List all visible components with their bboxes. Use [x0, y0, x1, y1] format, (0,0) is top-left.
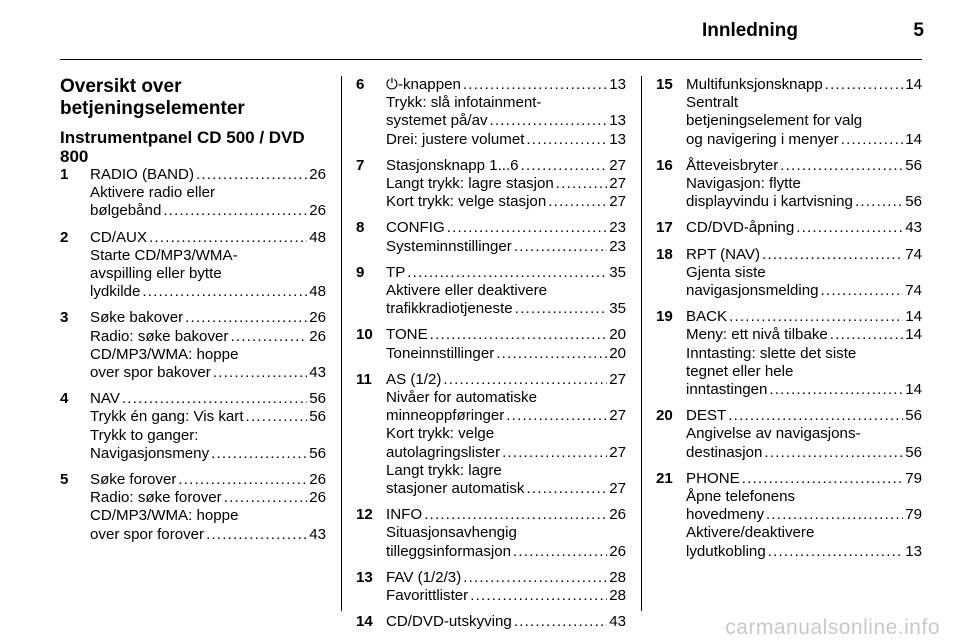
dot-leader [463, 76, 607, 94]
entry-text: DEST [686, 407, 727, 425]
control-entry [656, 470, 922, 561]
page-reference: 43 [609, 613, 626, 631]
dot-leader [224, 489, 308, 507]
page-reference: 14 [905, 308, 922, 326]
entry-text: betjeningselement for valg [686, 112, 863, 130]
entry-text: INFO [386, 506, 423, 524]
control-entry [60, 390, 326, 463]
index-line-with-page [386, 76, 626, 94]
dot-leader [780, 157, 903, 175]
dot-leader [548, 193, 607, 211]
dot-leader [506, 407, 607, 425]
dot-leader [769, 381, 903, 399]
index-line-with-page [386, 506, 626, 524]
index-line [90, 507, 326, 525]
entry-text: Stasjonsknapp 1...6 [386, 156, 519, 174]
entry-text: Åtteveisbryter [686, 156, 779, 174]
index-line-with-page [386, 444, 626, 462]
control-entry [656, 308, 922, 399]
entry-text: FAV (1/2/3) [386, 568, 462, 586]
control-entry [356, 76, 626, 149]
entry-text: CD/DVD-åpning [686, 219, 795, 237]
entry-text: Aktivere radio eller [90, 184, 215, 202]
entry-text: AS (1/2) [386, 370, 442, 388]
page-reference: 79 [905, 506, 922, 524]
control-entry [356, 569, 626, 605]
entry-text: Åpne telefonens [686, 488, 796, 506]
page-reference: 13 [609, 130, 626, 148]
page-header-title: Innledning [701, 20, 798, 41]
page-reference: 56 [905, 156, 922, 174]
index-line-with-page [686, 76, 922, 94]
index-line [386, 282, 626, 300]
index-line [686, 488, 922, 506]
index-line-with-page [686, 444, 922, 462]
page-reference: 14 [905, 76, 922, 93]
index-line-with-page [90, 283, 326, 301]
page-reference: 23 [609, 237, 626, 255]
index-line [686, 264, 922, 282]
control-entry [656, 157, 922, 212]
page-reference: 26 [309, 166, 326, 183]
index-line-with-page [90, 471, 326, 489]
index-line [686, 425, 922, 443]
page-reference: 35 [609, 300, 626, 318]
index-line-with-page [686, 326, 922, 344]
page-reference: 14 [905, 130, 922, 148]
page-reference: 20 [609, 344, 626, 362]
entry-text: Søke forover [90, 471, 177, 489]
entry-text: lydutkobling [686, 542, 766, 560]
index-line-with-page [386, 300, 626, 318]
entry-text: trafikkradiotjeneste [386, 300, 513, 318]
page-number: 5 [913, 20, 924, 41]
index-line [386, 389, 626, 407]
dot-leader [463, 569, 607, 587]
index-line [90, 184, 326, 202]
entry-text: PHONE [686, 469, 740, 487]
dot-leader [496, 345, 607, 363]
column-divider-2 [641, 76, 642, 611]
control-number: 2 [60, 228, 69, 246]
dot-leader [490, 112, 608, 130]
control-number: 17 [656, 219, 673, 237]
entry-text: BACK [686, 308, 728, 326]
entry-text: Angivelse av navigasjons- [686, 425, 861, 443]
page-reference: 13 [905, 542, 922, 560]
dot-leader [764, 444, 903, 462]
column-1 [60, 76, 326, 544]
entry-text: bølgebånd [90, 202, 162, 220]
entry-text: Inntasting: slette det siste [686, 344, 857, 362]
index-line-with-page [386, 587, 626, 605]
dot-leader [556, 175, 607, 193]
entry-text: Meny: ett nivå tilbake [686, 326, 828, 344]
control-number: 3 [60, 309, 69, 327]
entry-text: Situasjonsavhengig [386, 524, 517, 542]
index-line-with-page [90, 489, 326, 507]
dot-leader [211, 445, 307, 463]
watermark: carmanualsonline.info [725, 616, 940, 639]
dot-leader [470, 587, 607, 605]
entry-text: Gjenta siste [686, 263, 766, 281]
header-divider [60, 59, 922, 60]
entry-text: Navigasjon: flytte [686, 175, 801, 193]
index-line-with-page [90, 390, 326, 408]
column-2 [356, 76, 626, 631]
page-reference: 27 [609, 370, 626, 388]
dot-leader [514, 238, 607, 256]
control-entry [656, 407, 922, 462]
dot-leader [526, 131, 607, 149]
page-reference: 56 [905, 407, 922, 425]
dot-leader [163, 202, 307, 220]
control-entry [356, 613, 626, 631]
entry-text: over spor bakover [90, 364, 211, 382]
entry-text: TONE [386, 326, 428, 344]
dot-leader [213, 364, 307, 382]
control-number: 19 [656, 308, 673, 326]
dot-leader [122, 390, 307, 408]
index-line [90, 427, 326, 445]
control-entry [60, 166, 326, 221]
entry-text: tegnet eller hele [686, 362, 794, 380]
dot-leader [230, 328, 307, 346]
dot-leader [196, 166, 307, 184]
index-line-with-page [386, 407, 626, 425]
dot-leader [825, 76, 903, 94]
page-reference: 13 [609, 76, 626, 93]
dot-leader [447, 219, 608, 237]
control-number: 6 [356, 76, 365, 93]
entry-text: og navigering i menyer [686, 130, 839, 148]
entry-text: Starte CD/MP3/WMA- [90, 246, 238, 264]
entry-text: Multifunksjonsknapp [686, 76, 823, 93]
entry-text: Kort trykk: velge [386, 425, 495, 443]
entry-text: Trykk én gang: Vis kart [90, 408, 244, 426]
entry-text: tilleggsinformasjon [386, 542, 512, 560]
index-line-with-page [90, 364, 326, 382]
entry-text: Aktivere/deaktivere [686, 524, 815, 542]
page-reference: 26 [309, 202, 326, 220]
entry-text: Drei: justere volumet [386, 130, 525, 148]
index-line-with-page [386, 157, 626, 175]
page-reference: 28 [609, 587, 626, 605]
index-line-with-page [686, 282, 922, 300]
dot-leader [149, 229, 307, 247]
page-reference: 26 [309, 309, 326, 327]
entry-text: autolagringslister [386, 443, 501, 461]
entry-text: Systeminnstillinger [386, 237, 512, 255]
control-number: 14 [356, 613, 373, 631]
page-reference: 79 [905, 469, 922, 487]
index-line [686, 524, 922, 542]
entry-text: CD/MP3/WMA: hoppe [90, 345, 239, 363]
entry-text: Aktivere eller deaktivere [386, 282, 548, 300]
entry-text: Langt trykk: lagre [386, 461, 502, 479]
entry-text: Kort trykk: velge stasjon [386, 193, 547, 211]
page-reference: 26 [309, 489, 326, 507]
entry-text: destinasjon [686, 443, 763, 461]
entry-text: CONFIG [386, 219, 445, 237]
page-reference: 43 [309, 525, 326, 543]
page-reference: 23 [609, 219, 626, 237]
index-line-with-page [386, 175, 626, 193]
control-number: 10 [356, 326, 373, 344]
index-line [686, 175, 922, 193]
index-line-with-page [386, 112, 626, 130]
dot-leader [515, 300, 608, 318]
page-reference: 56 [905, 443, 922, 461]
page-reference: 26 [309, 327, 326, 345]
index-line-with-page [386, 238, 626, 256]
control-number: 18 [656, 245, 673, 263]
dot-leader [766, 506, 903, 524]
page-reference: 27 [609, 443, 626, 461]
index-line-with-page [686, 193, 922, 211]
index-line-with-page [386, 543, 626, 561]
index-line-with-page [90, 202, 326, 220]
control-number: 12 [356, 506, 373, 524]
column-divider-1 [341, 76, 342, 611]
entry-text: Trykk to ganger: [90, 426, 199, 444]
control-entry [656, 219, 922, 237]
entry-text: Radio: søke forover [90, 489, 222, 507]
page-reference: 20 [609, 326, 626, 344]
page-reference: 27 [609, 407, 626, 425]
page-reference: 26 [309, 471, 326, 489]
index-line-with-page [90, 309, 326, 327]
entry-text: CD/MP3/WMA: hoppe [90, 507, 239, 525]
page-reference: 43 [309, 364, 326, 382]
dot-leader [821, 282, 904, 300]
index-line-with-page [386, 193, 626, 211]
dot-leader [178, 471, 307, 489]
entry-text: stasjoner automatisk [386, 480, 525, 498]
control-number: 13 [356, 568, 373, 586]
dot-leader [768, 543, 903, 561]
entry-list-3 [656, 76, 922, 561]
control-entry [356, 219, 626, 255]
index-line-with-page [686, 308, 922, 326]
index-line-with-page [90, 408, 326, 426]
index-line-with-page [686, 219, 922, 237]
index-line-with-page [686, 246, 922, 264]
control-entry [356, 264, 626, 319]
dot-leader [728, 407, 903, 425]
page-reference: 56 [309, 444, 326, 462]
dot-leader [742, 470, 904, 488]
page-reference: 74 [905, 282, 922, 300]
control-number: 15 [656, 76, 673, 93]
entry-text: ⏻-knappen [386, 76, 461, 93]
index-line-with-page [90, 445, 326, 463]
page-reference: 13 [609, 112, 626, 130]
entry-text: displayvindu i kartvisning [686, 193, 853, 211]
dot-leader [443, 371, 607, 389]
index-line-with-page [386, 264, 626, 282]
index-line-with-page [90, 328, 326, 346]
page-reference: 27 [609, 156, 626, 174]
control-entry [60, 309, 326, 382]
dot-leader [206, 526, 307, 544]
page-reference: 27 [609, 480, 626, 498]
entry-text: lydkilde [90, 283, 141, 301]
index-line-with-page [686, 470, 922, 488]
page-reference: 26 [609, 506, 626, 524]
entry-text: minneoppføringer [386, 407, 505, 425]
dot-leader [513, 543, 607, 561]
index-line-with-page [90, 166, 326, 184]
entry-text: Nivåer for automatiske [386, 389, 537, 407]
page-reference: 56 [309, 408, 326, 426]
entry-text: Radio: søke bakover [90, 327, 229, 345]
dot-leader [246, 408, 308, 426]
control-entry [356, 506, 626, 561]
dot-leader [841, 131, 904, 149]
dot-leader [521, 157, 608, 175]
page-reference: 35 [609, 263, 626, 281]
control-number: 5 [60, 471, 69, 489]
dot-leader [502, 444, 607, 462]
page-reference: 28 [609, 568, 626, 586]
dot-leader [526, 480, 607, 498]
entry-text: RADIO (BAND) [90, 166, 194, 183]
entry-text: hovedmeny [686, 506, 765, 524]
entry-text: navigasjonsmelding [686, 282, 819, 300]
index-line-with-page [386, 345, 626, 363]
control-number: 21 [656, 469, 673, 487]
control-number: 8 [356, 219, 365, 237]
entry-text: CD/DVD-utskyving [386, 613, 512, 631]
entry-list-1 [60, 166, 326, 544]
entry-text: Søke bakover [90, 309, 184, 327]
index-line-with-page [386, 569, 626, 587]
section-title: Oversikt over betjeningselementer [60, 76, 245, 119]
index-line [686, 112, 922, 130]
dot-leader [796, 219, 903, 237]
entry-text: NAV [90, 390, 120, 408]
index-line-with-page [686, 407, 922, 425]
index-line-with-page [90, 526, 326, 544]
index-line [686, 345, 922, 363]
dot-leader [430, 326, 608, 344]
index-line [90, 265, 326, 283]
dot-leader [424, 506, 607, 524]
control-number: 7 [356, 156, 365, 174]
index-line-with-page [686, 506, 922, 524]
dot-leader [185, 309, 307, 327]
entry-list-2 [356, 76, 626, 631]
page-reference: 26 [609, 542, 626, 560]
entry-text: Trykk: slå infotainment- [386, 94, 542, 112]
control-entry [356, 371, 626, 498]
page-reference: 27 [609, 175, 626, 193]
index-line [686, 363, 922, 381]
index-line-with-page [386, 480, 626, 498]
entry-text: Navigasjonsmeny [90, 444, 210, 462]
index-line [386, 462, 626, 480]
index-line-with-page [90, 229, 326, 247]
entry-text: Langt trykk: lagre stasjon [386, 175, 554, 193]
control-entry [656, 246, 922, 301]
control-entry [356, 326, 626, 362]
page-reference: 27 [609, 193, 626, 211]
page-reference: 14 [905, 326, 922, 344]
control-number: 16 [656, 156, 673, 174]
index-line-with-page [686, 543, 922, 561]
page-reference: 56 [309, 390, 326, 408]
control-entry [656, 76, 922, 149]
index-line [386, 94, 626, 112]
index-line-with-page [386, 613, 626, 631]
entry-text: Toneinnstillinger [386, 344, 495, 362]
page-reference: 48 [309, 283, 326, 301]
subsection-title: Instrumentpanel CD 500 / DVD 800 [60, 128, 305, 166]
entry-text: systemet på/av [386, 112, 488, 130]
index-line [386, 425, 626, 443]
dot-leader [514, 613, 607, 631]
control-entry [60, 471, 326, 544]
page-reference: 74 [905, 245, 922, 263]
entry-text: avspilling eller bytte [90, 265, 222, 283]
dot-leader [729, 308, 903, 326]
entry-text: RPT (NAV) [686, 245, 761, 263]
dot-leader [407, 264, 607, 282]
entry-text: over spor forover [90, 525, 205, 543]
entry-text: inntastingen [686, 381, 768, 399]
dot-leader [762, 246, 903, 264]
control-number: 1 [60, 166, 69, 183]
page-reference: 43 [905, 219, 922, 237]
control-entry [60, 229, 326, 302]
index-line-with-page [386, 326, 626, 344]
index-line-with-page [686, 381, 922, 399]
index-line-with-page [386, 371, 626, 389]
index-line-with-page [386, 219, 626, 237]
control-number: 4 [60, 390, 69, 408]
page-reference: 48 [309, 228, 326, 246]
entry-text: Favorittlister [386, 587, 469, 605]
column-3 [656, 76, 922, 561]
index-line-with-page [386, 131, 626, 149]
index-line-with-page [686, 131, 922, 149]
control-number: 9 [356, 263, 365, 281]
index-line [386, 524, 626, 542]
dot-leader [855, 193, 903, 211]
page-reference: 14 [905, 381, 922, 399]
control-number: 20 [656, 407, 673, 425]
entry-text: TP [386, 263, 406, 281]
entry-text: CD/AUX [90, 228, 148, 246]
entry-text: Sentralt [686, 94, 739, 112]
control-number: 11 [356, 370, 372, 388]
index-line [686, 94, 922, 112]
dot-leader [830, 326, 903, 344]
control-entry [356, 157, 626, 212]
index-line [90, 346, 326, 364]
index-line-with-page [686, 157, 922, 175]
page-reference: 56 [905, 193, 922, 211]
dot-leader [142, 283, 307, 301]
index-line [90, 247, 326, 265]
